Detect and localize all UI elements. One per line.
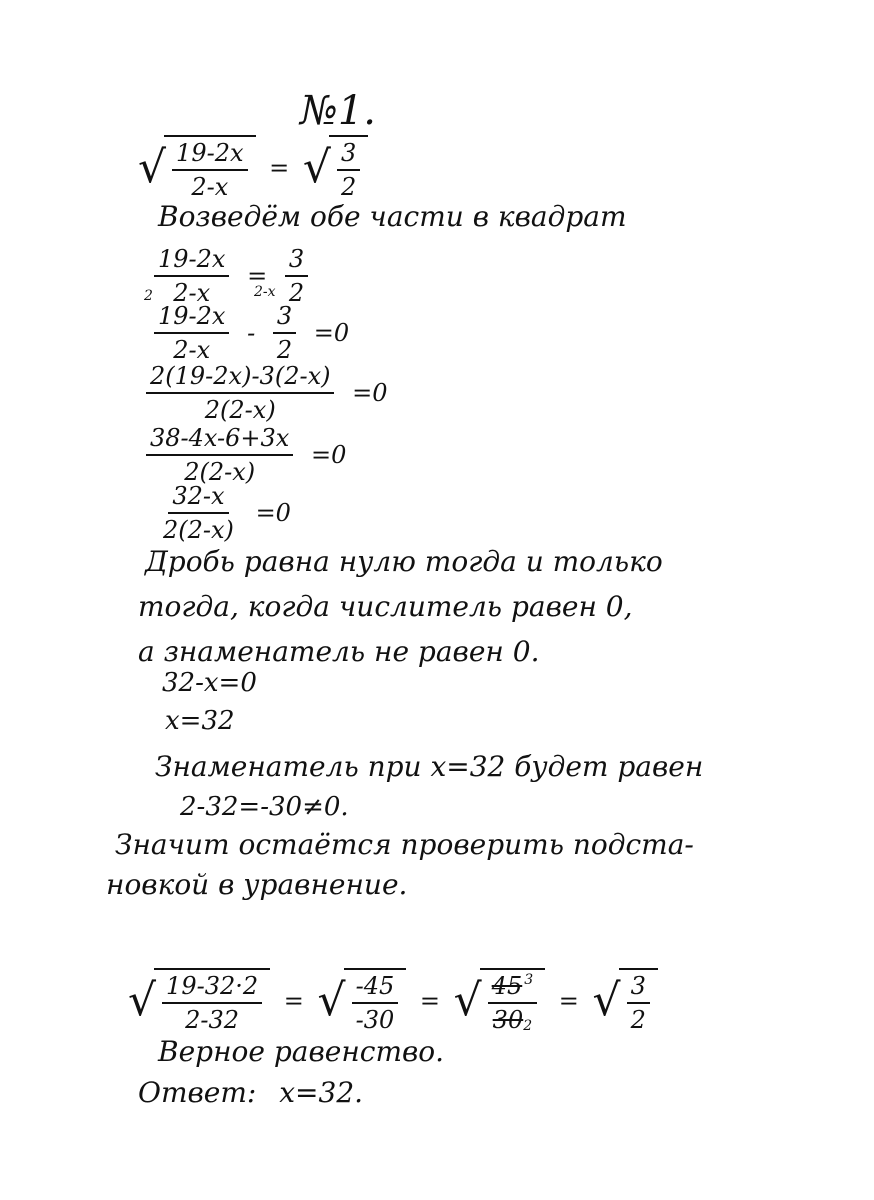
explanation-line-2: тогда, когда числитель равен 0, [138,590,633,623]
radical-1: √ $\frac{19-32\cdot 2}{2-32}$ [128,968,270,1034]
radical-left: √ $\frac{19-2x}{2-x}$ [138,135,256,201]
equation-solution: x=32 [165,706,235,736]
reduced-value: 2 [523,1018,533,1034]
struck-value: 45 [491,972,523,1000]
numerator: 19-2x [172,139,247,171]
numerator: 3 [273,302,296,334]
denominator: 2 [288,279,305,307]
problem-number: №1. [300,88,377,134]
numerator: 2(19-2x)-3(2-x) [146,362,334,394]
numerator: 3 [627,972,650,1004]
denominator: 2-x [191,173,229,201]
numerator: 19-32·2 [162,972,262,1004]
numerator: -45 [352,972,399,1004]
numerator: 3 [337,139,360,171]
denominator: 2-32 [185,1006,240,1034]
radical-3: √ $\frac{45 ^3}{302}$ [454,968,546,1034]
radical-4: √ $\frac{3}{2}$ [593,968,658,1034]
numerator: 38-4x-6+3x [146,424,293,456]
denominator: 2 [340,173,357,201]
equation-common-denominator [142,362,394,424]
denominator: 2-x [173,336,211,364]
denominator: -30 [355,1006,395,1034]
answer-value: x=32. [279,1076,364,1109]
denominator-check-value: 2-32=-30≠0. [180,792,349,822]
denominator: 2-x [173,279,211,307]
equals-sign: = [419,987,440,1015]
equals-zero: =0 [352,379,388,407]
equation-numerator-zero: 32-x=0 [162,668,257,698]
denominator: 2 [276,336,293,364]
instruction-square-both-sides: Возведём обе части в квадрат [158,200,627,233]
reduced-value: 3 [524,972,534,988]
answer-label: Ответ: [138,1076,257,1109]
denominator: 2 [630,1006,646,1034]
equation-expanded [142,424,352,486]
radical-right: √ $\frac{3}{2}$ [303,135,368,201]
denominator: 2(2-x) [204,396,276,424]
denominator: 2(2-x) [163,516,234,544]
answer-line [138,1076,363,1109]
numerator [488,972,537,1004]
equation-squared [150,245,312,307]
radical-2: √ $\frac{-45}{-30}$ [318,968,407,1034]
numerator: 32-x [168,482,228,514]
equals-sign: = [269,154,290,182]
equals-zero: =0 [313,319,350,347]
denominator: 2(2-x) [184,458,256,486]
equals-sign: = [247,262,268,290]
equation-original [138,135,368,201]
extra-factor-left: 2 [144,288,153,304]
extra-factor-right: 2-x [254,284,276,300]
numerator: 3 [285,245,308,277]
verification-result: Верное равенство. [158,1035,445,1068]
denominator [489,1004,536,1034]
numerator: 19-2x [154,245,229,277]
equation-simplified [155,482,297,544]
denominator-check-text: Знаменатель при x=32 будет равен [155,750,704,783]
equals-zero: =0 [255,499,291,527]
substitution-line-1: Значит остаётся проверить подста- [115,828,694,861]
equation-moved [144,284,355,364]
equals-sign: = [283,987,304,1015]
equals-sign: = [558,987,579,1015]
numerator: 19-2x [154,302,229,334]
struck-value: 30 [492,1006,524,1034]
equals-zero: =0 [310,441,347,469]
substitution-line-2: новкой в уравнение. [106,868,408,901]
substitution-check [128,968,658,1034]
explanation-line-1: Дробь равна нулю тогда и только [145,545,663,578]
minus-sign: - [247,319,256,347]
explanation-line-3: а знаменатель не равен 0. [138,635,540,668]
